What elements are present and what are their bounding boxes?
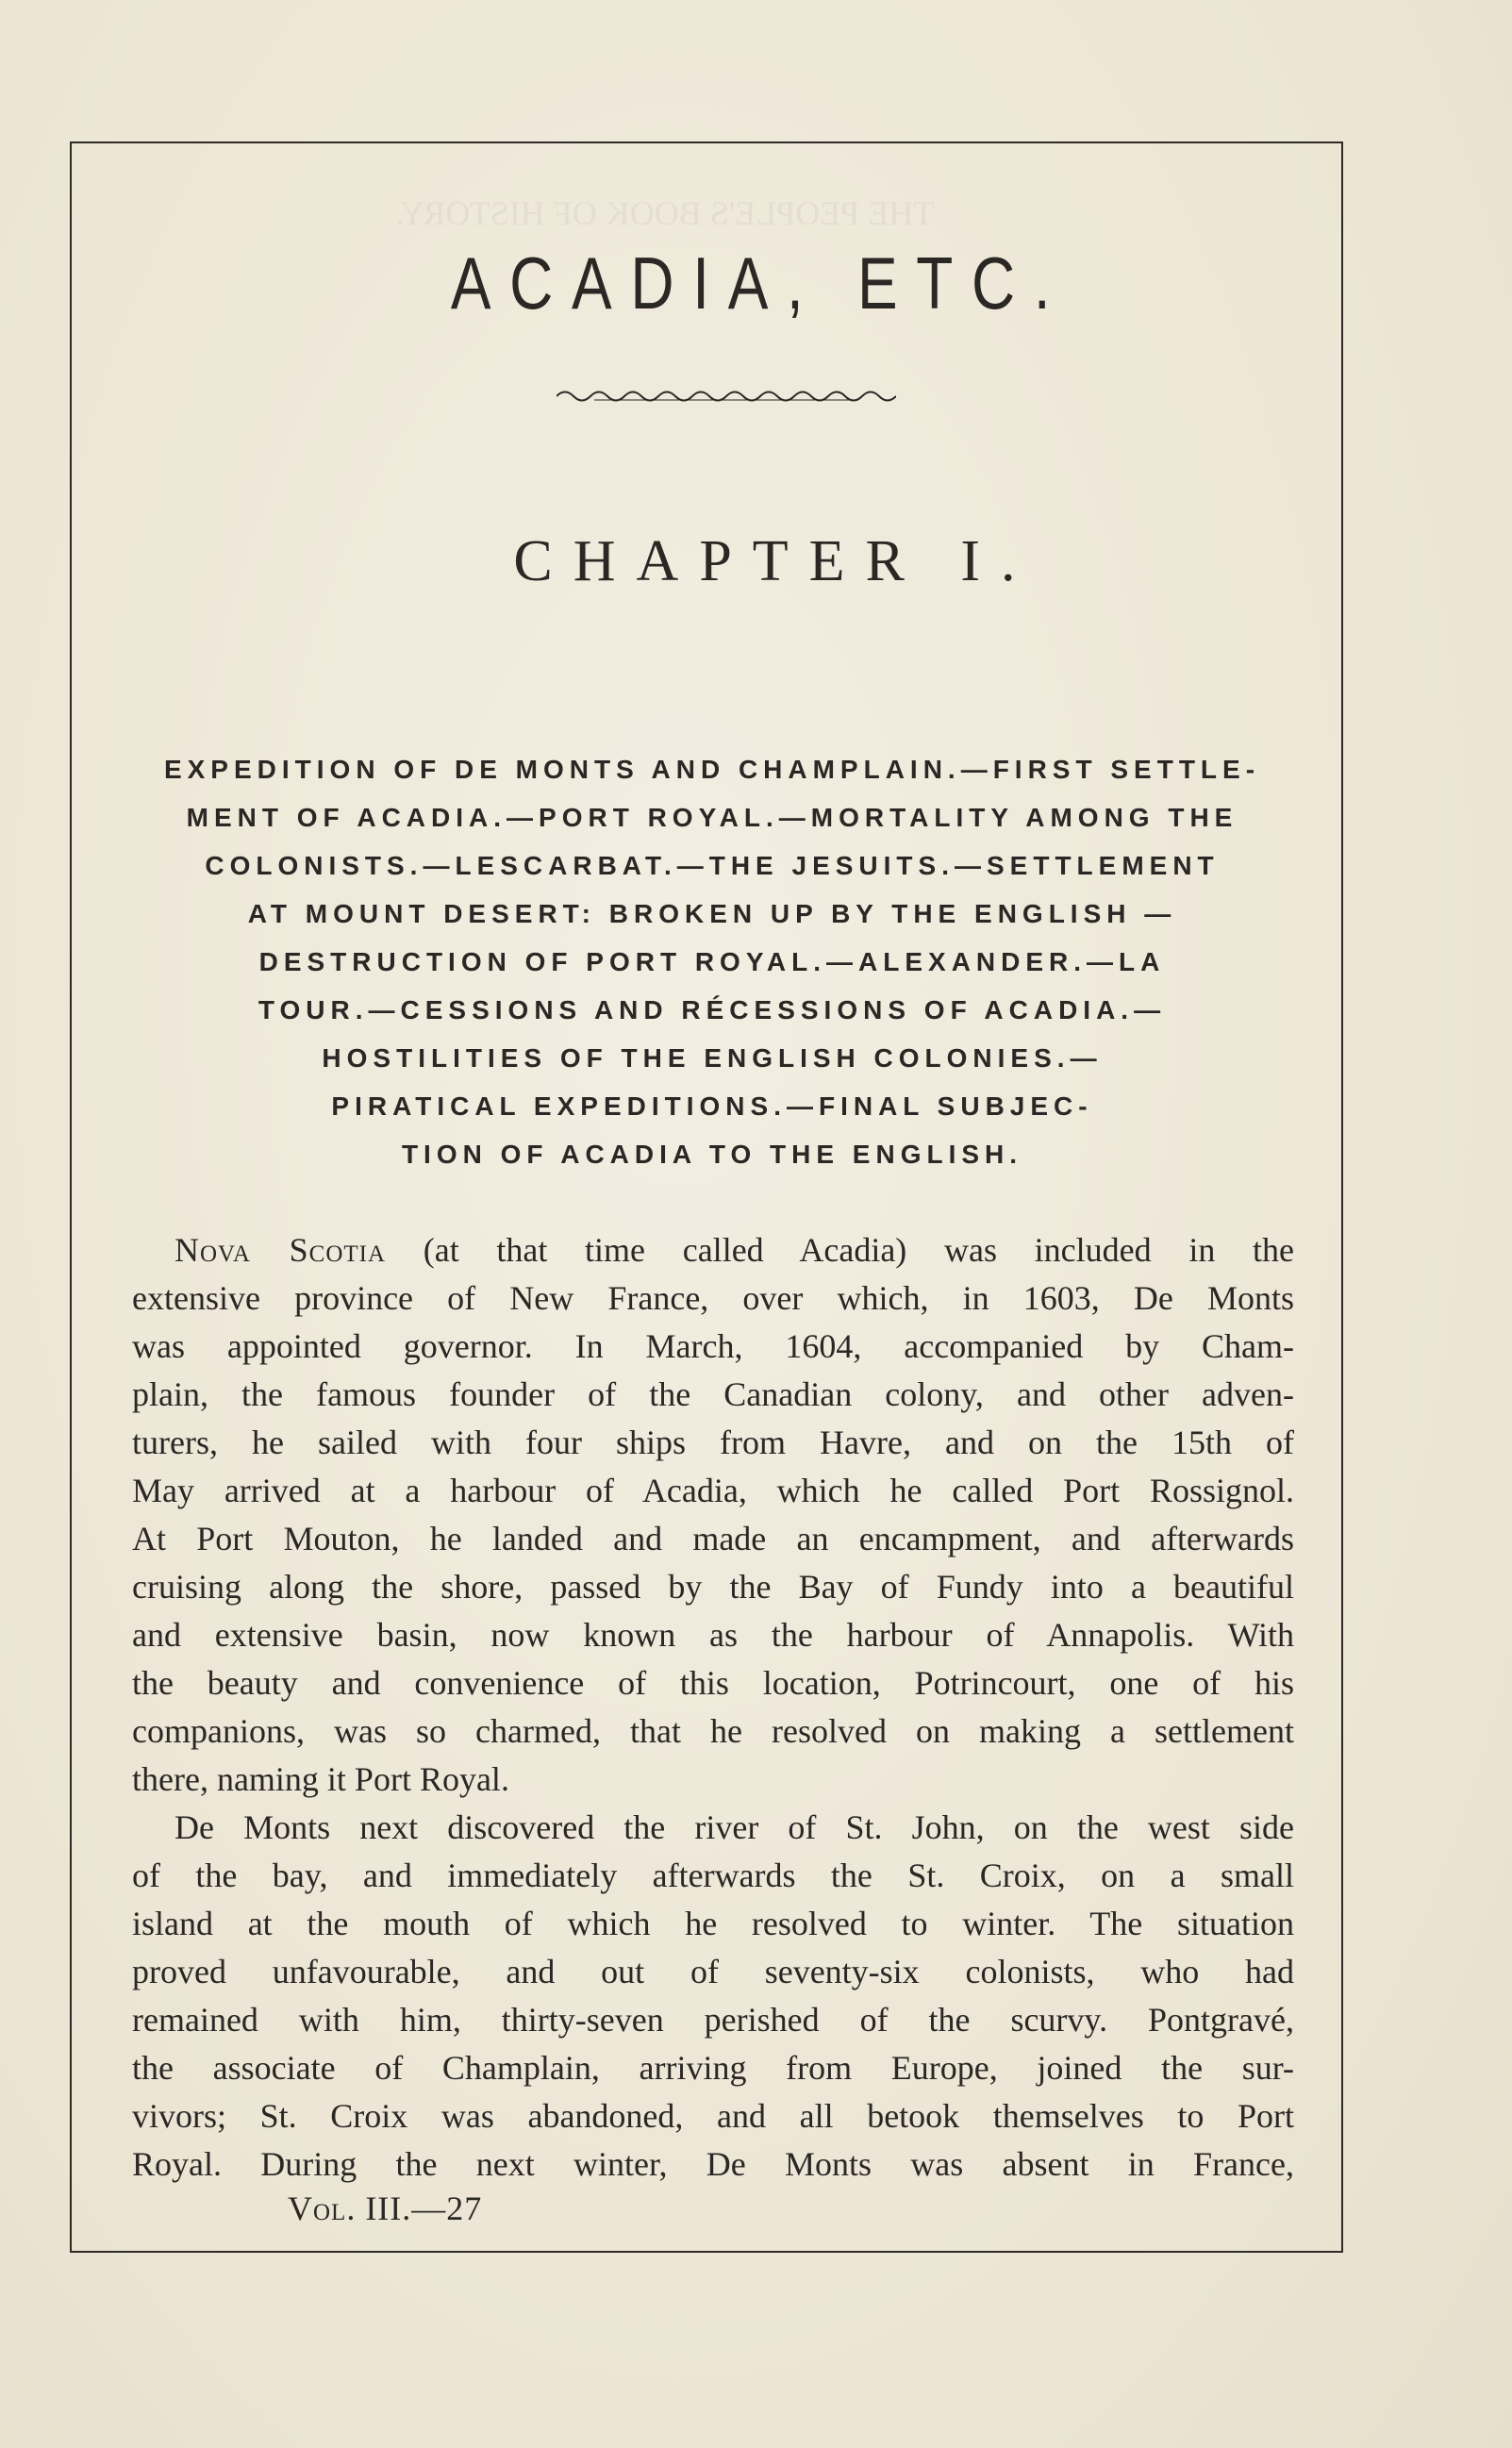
summary-line: EXPEDITION OF DE MONTS AND CHAMPLAIN.—FIRST SETTLE- bbox=[163, 755, 1261, 784]
body-line: companions, was so charmed, that he resolved on making a settlement bbox=[132, 1712, 1294, 1750]
summary-line: TOUR.—CESSIONS AND RÉCESSIONS OF ACADIA.— bbox=[258, 995, 1167, 1024]
signature-mark: Vol. III.—27 bbox=[288, 2190, 483, 2227]
summary-line: TION OF ACADIA TO THE ENGLISH. bbox=[401, 1140, 1023, 1169]
body-line: the associate of Champlain, arriving from Europe, joined the sur- bbox=[132, 2049, 1294, 2087]
page-title: ACADIA, ETC. bbox=[450, 241, 1070, 325]
body-line: island at the mouth of which he resolved to winter. The situation bbox=[132, 1905, 1294, 1942]
summary-line: DESTRUCTION OF PORT ROYAL.—ALEXANDER.—LA bbox=[258, 947, 1166, 976]
chapter-summary bbox=[132, 745, 1292, 1178]
wavy-rule-ornament bbox=[557, 382, 896, 410]
body-line: turers, he sailed with four ships from Havre, and on the 15th of bbox=[132, 1424, 1294, 1461]
body-line: cruising along the shore, passed by the Bay of Fundy into a beautiful bbox=[132, 1568, 1294, 1606]
lead-small-caps: Nova Scotia bbox=[174, 1231, 387, 1269]
summary-line: COLONISTS.—LESCARBAT.—THE JESUITS.—SETTLEMENT bbox=[205, 851, 1220, 880]
body-line: vivors; St. Croix was abandoned, and all betook themselves to Port bbox=[132, 2097, 1294, 2135]
body-line: there, naming it Port Royal. bbox=[132, 1760, 509, 1798]
body-line: plain, the famous founder of the Canadian colony, and other adven- bbox=[132, 1375, 1294, 1413]
body-line: Royal. During the next winter, De Monts was absent in France, bbox=[132, 2145, 1294, 2183]
summary-line: MENT OF ACADIA.—PORT ROYAL.—MORTALITY AMONG THE bbox=[186, 803, 1238, 832]
body-line: May arrived at a harbour of Acadia, which he called Port Rossignol. bbox=[132, 1472, 1294, 1509]
body-line: extensive province of New France, over which, in 1603, De Monts bbox=[132, 1279, 1294, 1317]
summary-line: HOSTILITIES OF THE ENGLISH COLONIES.— bbox=[322, 1043, 1103, 1073]
body-line: De Monts next discovered the river of St. John, on the west side bbox=[174, 1808, 1294, 1846]
body-line: proved unfavourable, and out of seventy-six colonists, who had bbox=[132, 1953, 1294, 1990]
body-line: was appointed governor. In March, 1604, accompanied by Cham- bbox=[132, 1327, 1294, 1365]
body-line: remained with him, thirty-seven perished of the scurvy. Pontgravé, bbox=[132, 2001, 1294, 2039]
body-line: At Port Mouton, he landed and made an encampment, and afterwards bbox=[132, 1520, 1294, 1557]
body-line: the beauty and convenience of this location, Potrincourt, one of his bbox=[132, 1664, 1294, 1702]
body-line: of the bay, and immediately afterwards the St. Croix, on a small bbox=[132, 1857, 1294, 1894]
summary-line: PIRATICAL EXPEDITIONS.—FINAL SUBJEC- bbox=[331, 1091, 1093, 1121]
chapter-heading: CHAPTER I. bbox=[513, 529, 1037, 593]
body-line: and extensive basin, now known as the harbour of Annapolis. With bbox=[132, 1616, 1294, 1654]
summary-line: AT MOUNT DESERT: BROKEN UP BY THE ENGLISH — bbox=[247, 899, 1177, 928]
paragraph-1-line-1 bbox=[132, 1226, 1294, 1274]
body-text bbox=[132, 1226, 1294, 2189]
line-1-rest: (at that time called Acadia) was included in the bbox=[386, 1231, 1294, 1269]
